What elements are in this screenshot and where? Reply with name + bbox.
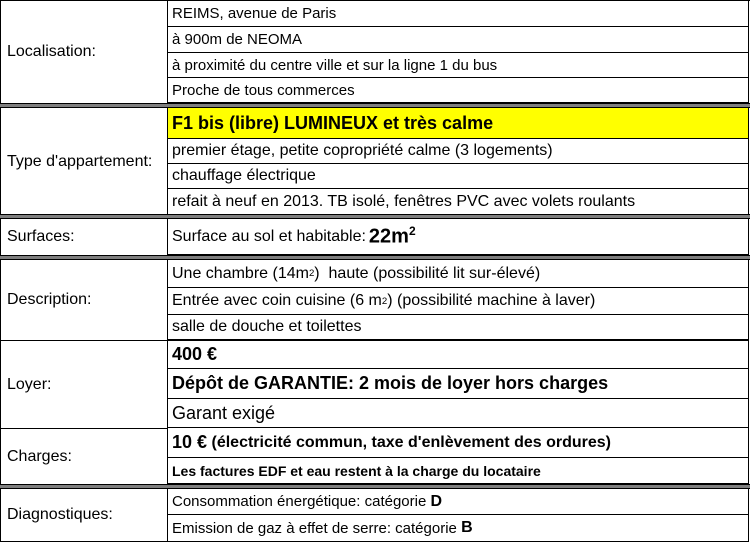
description-text: ) haute (possibilité lit sur-élevé): [314, 264, 541, 282]
type-line: refait à neuf en 2013. TB isolé, fenêtres PVC avec volets roulants: [168, 189, 749, 215]
description-text: Entrée avec coin cuisine (6 m: [172, 292, 382, 309]
charges-amount-cell: [168, 428, 749, 458]
surfaces-label: Surfaces:: [0, 219, 168, 255]
loyer-label: Loyer:: [0, 340, 168, 428]
loyer-amount: 400 €: [168, 340, 749, 369]
charges-amount: 10 €: [172, 432, 208, 452]
loyer-guarantor: Garant exigé: [168, 399, 749, 428]
diagnostics-gas: [168, 515, 749, 542]
gas-text: Emission de gaz à effet de serre: catégorie: [172, 519, 457, 537]
gas-grade: B: [461, 519, 473, 536]
description-text: Une chambre (14m: [172, 264, 309, 282]
diagnostics-label: Diagnostiques:: [0, 489, 168, 542]
surfaces-number: 22m: [368, 225, 409, 248]
description-text: ) (possibilité machine à laver): [387, 292, 596, 309]
description-line: salle de douche et toilettes: [168, 315, 749, 340]
type-label: Type d'appartement:: [0, 108, 168, 215]
type-line: chauffage électrique: [168, 164, 749, 189]
description-exponent: 2: [308, 268, 315, 279]
type-headline-cell: [168, 108, 749, 139]
description-line: [168, 260, 749, 288]
localisation-line: à 900m de NEOMA: [168, 27, 749, 53]
description-line: [168, 288, 749, 315]
charges-label: Charges:: [0, 428, 168, 484]
surfaces-exponent: 2: [408, 224, 416, 239]
localisation-line: à proximité du centre ville et sur la ligne 1 du bus: [168, 53, 749, 78]
description-label: Description:: [0, 260, 168, 340]
localisation-line: REIMS, avenue de Paris: [168, 1, 749, 27]
surfaces-text: Surface au sol et habitable:: [172, 227, 366, 245]
energy-grade: D: [430, 492, 443, 510]
localisation-label: Localisation:: [0, 1, 168, 103]
surfaces-cell: [168, 219, 749, 255]
energy-text: Consommation énergétique: catégorie: [172, 493, 427, 510]
charges-detail: (électricité commun, taxe d'enlèvement des ordures): [211, 433, 611, 451]
localisation-line: Proche de tous commerces: [168, 78, 749, 103]
description-exponent: 2: [381, 295, 388, 307]
type-headline: F1 bis (libre) LUMINEUX et très calme: [168, 108, 748, 138]
charges-note: Les factures EDF et eau restent à la charge du locataire: [168, 458, 749, 484]
diagnostics-energy: [168, 489, 749, 515]
loyer-deposit: Dépôt de GARANTIE: 2 mois de loyer hors charges: [168, 369, 749, 399]
type-line: premier étage, petite copropriété calme (3 logements): [168, 139, 749, 164]
surfaces-value: [369, 224, 416, 249]
